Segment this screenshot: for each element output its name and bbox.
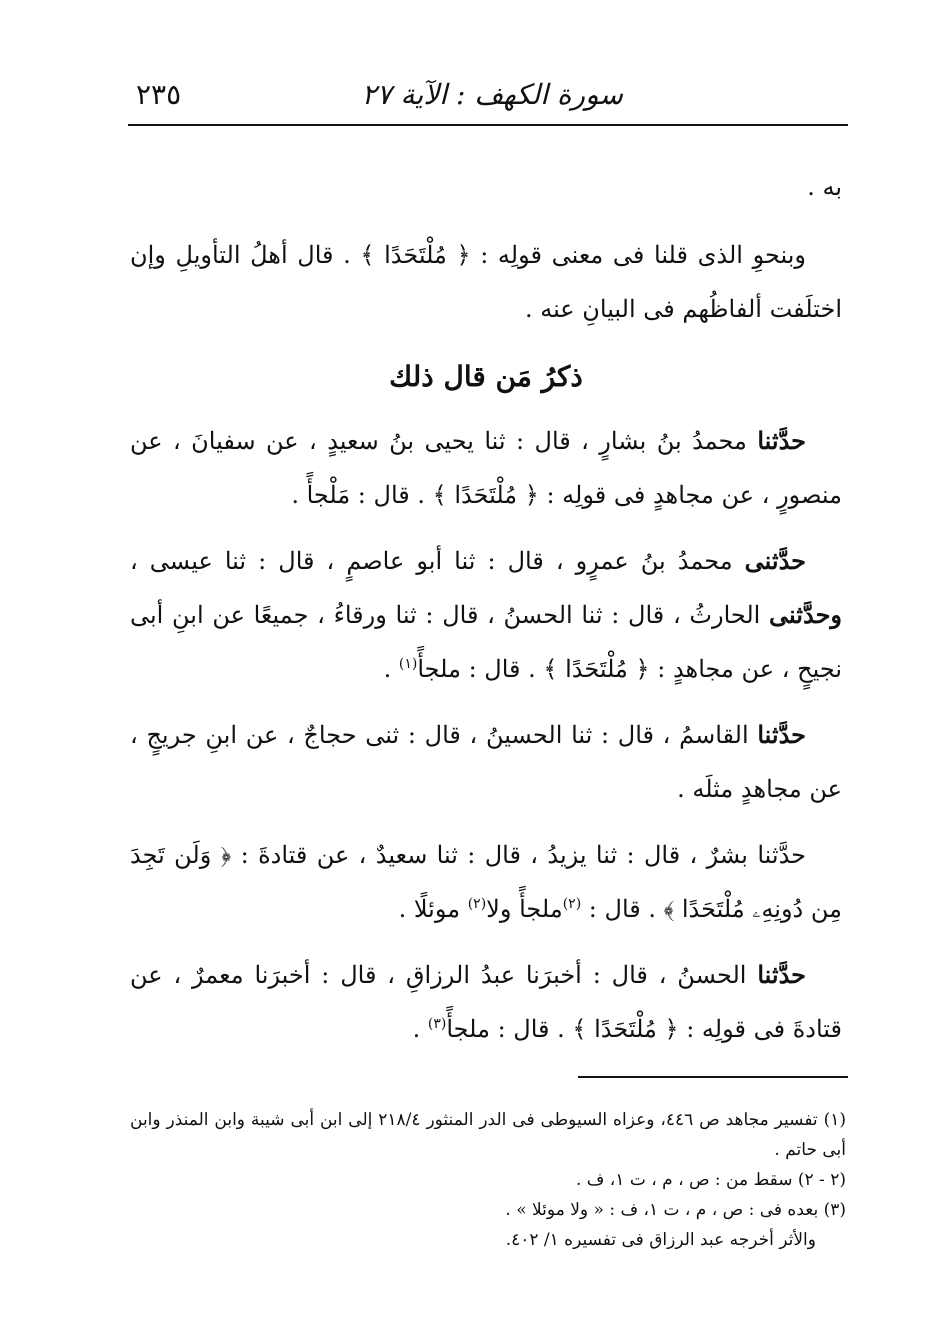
footnotes [130,1105,846,1255]
footnote-3-continuation: والأثر أخرجه عبد الرزاق فى تفسيره ١/ ٤٠٢. [505,1230,816,1250]
section-heading: ذكرُ مَن قال ذلك [389,360,583,393]
quran-quote: ﴿ وَلَن تَجِدَ مِن دُونِهِۦ مُلْتَحَدًا ﴾ [130,841,842,923]
page-number: ٢٣٥ [136,78,182,111]
header-title: سورة الكهف : الآية ٢٧ [361,78,623,111]
narration-3: حدَّثنا القاسمُ ، قال : ثنا الحسينُ ، قال : ثنى حجاجٌ ، عن ابنِ جريجٍ ، عن مجاهدٍ مثلَه . [130,720,842,803]
footnote-ref: (٢) [467,896,487,912]
main-text [130,160,842,1056]
footnote-1: (١) تفسير مجاهد ص ٤٤٦، وعزاه السيوطى فى الدر المنثور ٢١٨/٤ إلى ابن أبى شيبة وابن المنذر وابن أبى حاتم . [130,1110,846,1160]
footnote-3: (٣) بعده فى : ص ، م ، ت ١، ف : « ولا موئلا » . [505,1200,846,1220]
header-divider [128,124,848,126]
footnote-ref: (٢) [562,896,582,912]
footnote-ref: (١) [398,656,418,672]
paragraph-intro: وبنحوِ الذى قلنا فى معنى قولِه : ﴿ مُلْتَحَدًا ﴾ . قال أهلُ التأويلِ وإن اختلَفت ألفاظُهم فى البيانِ عنه . [130,241,842,323]
footnote-divider [578,1076,848,1078]
paragraph-continuation: به . [807,173,842,201]
narration-2: حدَّثنى محمدُ بنُ عمرٍو ، قال : ثنا أبو عاصمٍ ، قال : ثنا عيسى ، وحدَّثنى الحارثُ ، قال : ثنا الحسنُ ، قال : ثنا ورقاءُ ، جميعًا عن ابنِ أبى نجيحٍ ، عن مجاهدٍ : ﴿ مُلْتَحَدًا ﴾ . قال : ملجأً$^{(١)}$ . [130,546,842,683]
narration-1: حدَّثنا محمدُ بنُ بشارٍ ، قال : ثنا يحيى بنُ سعيدٍ ، عن سفيانَ ، عن منصورٍ ، عن مجاهدٍ فى قولِه : ﴿ مُلْتَحَدًا ﴾ . قال : مَلْجأً . [130,426,842,509]
quran-quote: ﴿ مُلْتَحَدًا ﴾ [572,1015,679,1043]
quran-quote: ﴿ مُلْتَحَدًا ﴾ [360,241,471,269]
footnote-2: (٢ - ٢) سقط من : ص ، م ، ت ١، ف . [575,1170,846,1190]
running-header [128,76,848,116]
footnote-ref: (٣) [427,1016,447,1032]
narration-5: حدَّثنا الحسنُ ، قال : أخبرَنا عبدُ الرزاقِ ، قال : أخبرَنا معمرٌ ، عن قتادةَ فى قولِه : ﴿ مُلْتَحَدًا ﴾ . قال : ملجأً$^{(٣)}$ . [130,960,842,1043]
narration-4: حدَّثنا بشرٌ ، قال : ثنا يزيدُ ، قال : ثنا سعيدٌ ، عن قتادةَ : ﴿ وَلَن تَجِدَ مِن دُونِهِۦ مُلْتَحَدًا ﴾ . قال : $^{(٢)}$ملجأً ولا$^{(٢)}$ موئلًا . [130,841,842,923]
quran-quote: ﴿ مُلْتَحَدًا ﴾ [543,655,650,683]
quran-quote: ﴿ مُلْتَحَدًا ﴾ [432,481,539,509]
